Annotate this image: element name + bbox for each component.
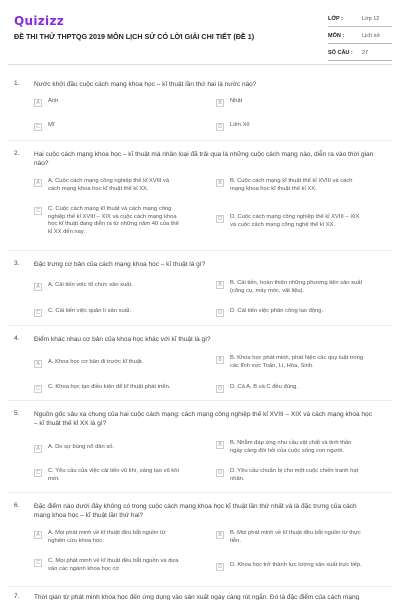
option-text: B. Cuộc cách mạng kĩ thuật thế kỉ XVIII và cách mạng khoa học kĩ thuật thế kỉ XX. <box>230 178 353 192</box>
option-b[interactable] <box>216 178 364 193</box>
option-text: A. Cuộc cách mạng công nghiệp thế kỉ XVIII và cách mạng khoa học kĩ thuật thế kỉ XX. <box>48 178 170 192</box>
option-d[interactable] <box>216 122 364 131</box>
meta-value: 27 <box>362 50 369 56</box>
option-letter: D <box>216 123 224 131</box>
option-text: D. Cả A, B và C đều đúng. <box>230 384 298 390</box>
question-text: Đặc trưng cơ bản của cách mạng khoa học – kĩ thuật là gì? <box>34 261 206 268</box>
question-separator <box>8 400 392 401</box>
question-separator <box>8 586 392 587</box>
option-text: D. Khoa học trở thành lực lượng sản xuất trực tiếp. <box>230 562 362 568</box>
option-d[interactable] <box>216 562 384 571</box>
quizizz-logo: Quizizz <box>14 14 65 28</box>
option-letter: D <box>216 469 224 477</box>
option-c[interactable] <box>34 558 182 573</box>
option-text: D. Yêu cầu chuẩn bị cho một cuộc chiến tranh hạt nhân. <box>230 468 359 482</box>
option-letter: C <box>34 123 42 131</box>
option-letter: A <box>34 179 42 187</box>
option-text: D. Cuộc cách mạng công nghiệp thế kỉ XVIII – XIX và cuộc cách mạng công nghệ thế kỉ XX. <box>230 214 360 228</box>
question-number: 5. <box>14 410 20 417</box>
option-letter: B <box>216 531 224 539</box>
meta-panel <box>328 12 392 63</box>
option-b[interactable] <box>216 98 364 107</box>
option-a[interactable] <box>34 178 182 193</box>
option-letter: A <box>34 531 42 539</box>
question-number: 3. <box>14 260 20 267</box>
option-letter: A <box>34 360 42 368</box>
question-number: 7. <box>14 593 20 600</box>
option-a[interactable] <box>34 444 182 453</box>
option-text: A. Mọi phát minh về kĩ thuật đều bắt nguồn từ nghiên cứu khoa học. <box>48 530 166 544</box>
option-c[interactable] <box>34 384 212 393</box>
option-letter: B <box>216 281 224 289</box>
option-text: B. Khoa học phát minh, phát hiện các quy luật trong các lĩnh vực Toán, Lí, Hóa, Sinh. <box>230 355 364 369</box>
question-separator <box>8 250 392 251</box>
question-separator <box>8 140 392 141</box>
meta-row-subject <box>328 29 392 44</box>
option-c[interactable] <box>34 122 182 131</box>
header-divider <box>8 64 392 65</box>
question-number: 1. <box>14 80 20 87</box>
option-text: A. Khoa học cơ bản đi trước kĩ thuật. <box>48 359 144 365</box>
meta-row-count <box>328 46 392 61</box>
meta-value: Lớp 12 <box>362 16 380 22</box>
option-text: C. Khoa học tạo điều kiện để kĩ thuật phát triển. <box>48 384 171 390</box>
question-text: Thời gian từ phát minh khoa học đến ứng dụng vào sản xuất ngày càng rút ngắn. Đó là đặc điểm của cách mạng <box>34 594 360 600</box>
option-b[interactable] <box>216 440 364 455</box>
option-letter: B <box>216 179 224 187</box>
option-letter: B <box>216 441 224 449</box>
option-letter: C <box>34 469 42 477</box>
option-text: A. Cải tiến việc tổ chức sản xuất. <box>48 282 133 288</box>
option-letter: A <box>34 445 42 453</box>
option-text: Anh <box>48 98 59 104</box>
option-d[interactable] <box>216 468 364 483</box>
option-a[interactable] <box>34 530 182 545</box>
option-letter: D <box>216 563 224 571</box>
meta-label: MÔN : <box>328 33 345 39</box>
option-text: B. Nhằm đáp ứng nhu cầu vật chất và tinh thần ngày càng đòi hỏi của cuộc sống con người. <box>230 440 352 454</box>
question-text: Điểm khác nhau cơ bản của khoa học khác với kĩ thuật là gì? <box>34 336 211 343</box>
question-separator <box>8 492 392 493</box>
question-text: Hai cuộc cách mạng khoa học – kĩ thuật mà nhân loại đã trải qua là những cuộc cách mạng nào, diễn ra vào thời gian nào? <box>34 151 374 167</box>
header <box>0 0 400 64</box>
option-a[interactable] <box>34 282 182 291</box>
option-text: D. Cải tiến việc phân công lao động. <box>230 308 324 314</box>
option-letter: C <box>34 559 42 567</box>
option-text: B. Mọi phát minh về kĩ thuật đều bắt nguồn từ thực tiễn. <box>230 530 361 544</box>
option-text: C. Mọi phát minh về kĩ thuật đều bắt nguồn và dựa vào các ngành khoa học cơ <box>48 558 179 572</box>
question-number: 4. <box>14 335 20 342</box>
option-letter: A <box>34 283 42 291</box>
option-text: A. Do sự bùng nổ dân số. <box>48 444 115 450</box>
meta-label: SỐ CÂU : <box>328 50 353 56</box>
question-number: 2. <box>14 150 20 157</box>
option-c[interactable] <box>34 206 182 236</box>
option-letter: D <box>216 215 224 223</box>
option-a[interactable] <box>34 98 182 107</box>
option-b[interactable] <box>216 355 364 370</box>
question-separator <box>8 325 392 326</box>
option-letter: A <box>34 99 42 107</box>
question-text: Đặc điểm nào dưới đây không có trong cuộc cách mạng khoa học kĩ thuật lần thứ nhất và là đặc trưng của cách mạng khoa học – kĩ thuật lần thứ hai? <box>34 503 357 519</box>
option-text: B. Cải tiến, hoàn thiện những phương tiện sản xuất (công cụ, máy móc, vật liệu). <box>230 280 363 294</box>
option-letter: C <box>34 385 42 393</box>
option-b[interactable] <box>216 280 364 295</box>
option-b[interactable] <box>216 530 364 545</box>
question-number: 6. <box>14 502 20 509</box>
option-text: Mĩ <box>48 122 55 128</box>
meta-row-class <box>328 12 392 27</box>
question-text: Nước khởi đầu cuộc cách mạng khoa học – kĩ thuật lần thứ hai là nước nào? <box>34 81 257 88</box>
option-text: C. Cải tiến việc quản lí sản xuất. <box>48 308 132 314</box>
option-c[interactable] <box>34 308 182 317</box>
meta-value: Lịch sử <box>362 33 381 39</box>
meta-label: LỚP : <box>328 16 343 22</box>
question-7 <box>0 593 400 600</box>
option-text: C. Cuộc cách mạng kĩ thuật và cách mạng công nghiệp thế kỉ XVIII – XIX và cuộc cách mạng khoa học kĩ thuật đang diễn ra từ những năm 40 của thế kỉ XX đến nay. <box>48 206 179 235</box>
option-text: C. Yêu cầu của việc cải tiến vũ khí, sáng tạo vũ khí mới. <box>48 468 180 482</box>
option-letter: C <box>34 207 42 215</box>
option-text: Liên Xô <box>230 122 250 128</box>
option-letter: D <box>216 385 224 393</box>
option-d[interactable] <box>216 214 364 229</box>
question-text: Nguồn gốc sâu xa chung của hai cuộc cách mạng: cách mạng công nghiệp thế kỉ XVIII – XIX và cách mạng khoa học – kĩ thuật thế kỉ XX là gì? <box>34 411 372 427</box>
option-letter: D <box>216 309 224 317</box>
option-a[interactable] <box>34 359 182 368</box>
option-d[interactable] <box>216 384 364 393</box>
option-letter: B <box>216 356 224 364</box>
option-text: Nhật <box>230 98 243 104</box>
option-letter: C <box>34 309 42 317</box>
page-title: ĐỀ THI THỬ THPTQG 2019 MÔN LỊCH SỬ CÓ LỜI GIẢI CHI TIẾT (ĐỀ 1) <box>14 32 255 41</box>
option-c[interactable] <box>34 468 182 483</box>
option-letter: B <box>216 99 224 107</box>
option-d[interactable] <box>216 308 364 317</box>
